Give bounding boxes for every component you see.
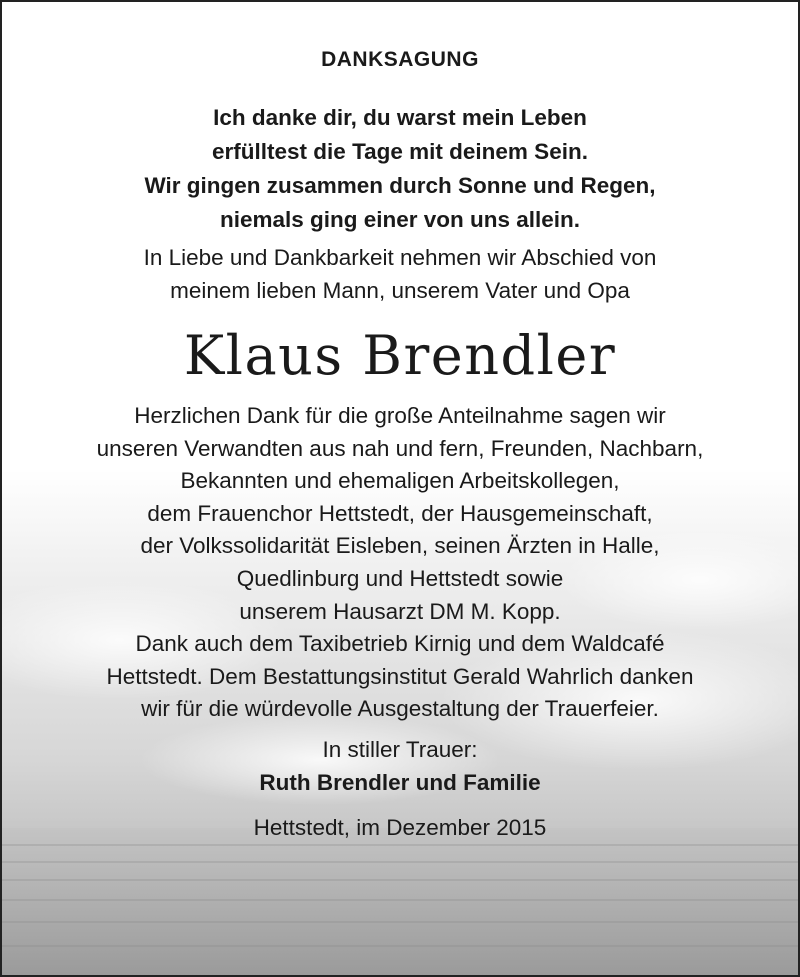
thanks-line: unseren Verwandten aus nah und fern, Freunden, Nachbarn, (96, 435, 704, 461)
thanks-line: Quedlinburg und Hettstedt sowie (236, 565, 564, 591)
thanks-line: unserem Hausarzt DM M. Kopp. (239, 598, 561, 624)
thanks-line: Bekannten und ehemaligen Arbeitskollegen, (180, 468, 620, 494)
poem-line: Wir gingen zusammen durch Sonne und Regen, (144, 173, 656, 198)
place-and-date: Hettstedt, im Dezember 2015 (253, 815, 547, 840)
thanks-line: Dank auch dem Taxibetrieb Kirnig und dem Waldcafé (135, 631, 665, 657)
thanks-line: Herzlichen Dank für die große Anteilnahme sagen wir (134, 403, 666, 428)
intro-line: meinem lieben Mann, unserem Vater und Opa (170, 278, 630, 303)
thanks-line: wir für die würdevolle Ausgestaltung der Trauerfeier. (141, 696, 659, 722)
thanks-line: der Volkssolidarität Eisleben, seinen Ärzten in Halle, (140, 533, 660, 559)
poem-line: niemals ging einer von uns allein. (219, 207, 581, 232)
thanks-line: dem Frauenchor Hettstedt, der Hausgemeinschaft, (147, 500, 653, 526)
poem-line: Ich danke dir, du warst mein Leben (213, 105, 587, 130)
thanks-line: Hettstedt. Dem Bestattungsinstitut Gerald Wahrlich danken (106, 663, 694, 689)
family-signature: Ruth Brendler und Familie (259, 770, 541, 795)
poem-line: erfülltest die Tage mit deinem Sein. (212, 139, 588, 164)
intro-line: In Liebe und Dankbarkeit nehmen wir Abschied von (143, 245, 657, 270)
heading-danksagung: DANKSAGUNG (321, 48, 479, 71)
mourning-line: In stiller Trauer: (322, 737, 478, 762)
deceased-name: Klaus Brendler (183, 324, 617, 387)
